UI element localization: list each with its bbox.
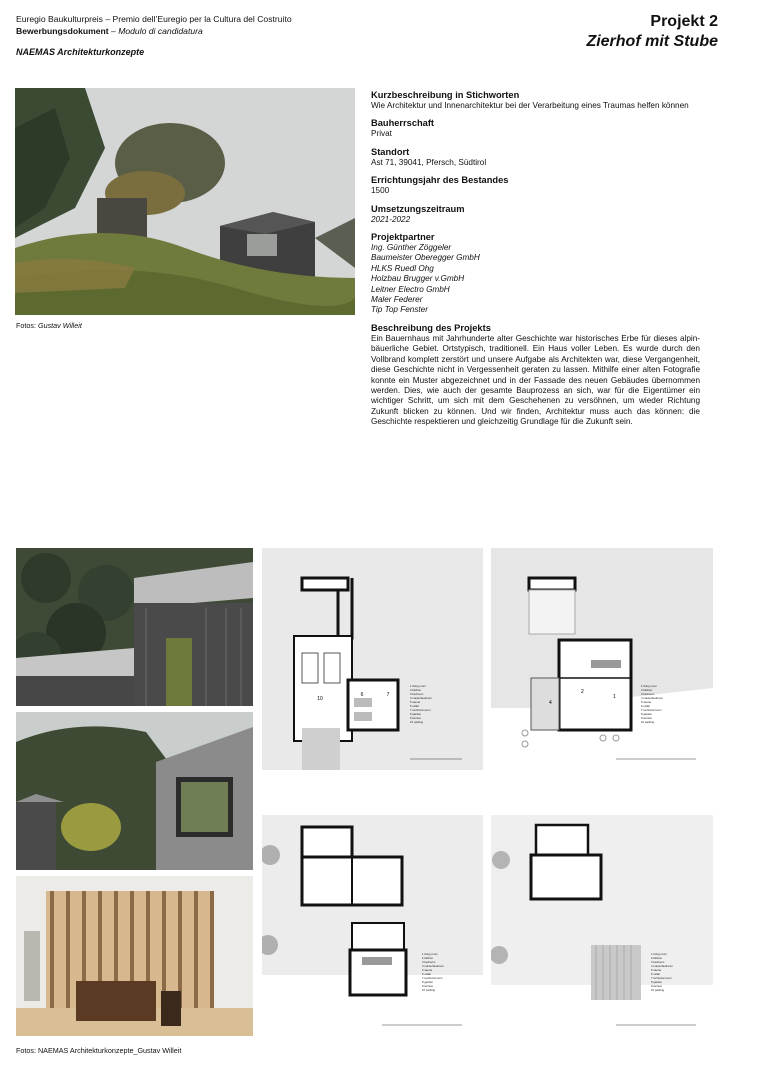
partner-item: Ing. Günther Zöggeler (371, 243, 452, 253)
room-number: 4 (549, 700, 552, 706)
legend-item: 6 cellar (422, 972, 432, 976)
interior-stube-photo (16, 876, 253, 1036)
legend-item: 1 living room (651, 952, 667, 956)
client-value: Privat (371, 129, 392, 139)
legend-item: 3 bedroom (651, 960, 665, 964)
legend-item: 8 garden (641, 712, 653, 716)
floor-plan-ground (491, 548, 713, 770)
floor-plan-roof (491, 815, 713, 1036)
main-exterior-photo (15, 88, 355, 315)
legend-item: 4 masterbedroom (651, 964, 673, 968)
room-number: 1 (613, 694, 616, 700)
partner-item: Leitner Electro GmbH (371, 284, 450, 294)
document-header (16, 14, 292, 59)
window-corner-photo (16, 712, 253, 870)
period-section (371, 204, 700, 225)
header-doc-it: Modulo di candidatura (118, 25, 203, 36)
partners-section (371, 232, 700, 316)
legend-item: 1 living room (641, 684, 657, 688)
partner-item: Holzbau Brugger v.GmbH (371, 274, 465, 284)
legend-item: 8 garden (651, 980, 663, 984)
partner-item: Baumeister Oberegger GmbH (371, 253, 480, 263)
room-number: 10 (317, 696, 323, 702)
legend-item: 3 bedroom (422, 960, 436, 964)
legend-item: 9 terrace (641, 716, 653, 720)
architect-firm: NAEMAS Architekturkonzepte (16, 47, 145, 57)
floor-plan-basement (262, 548, 483, 770)
room-number: 7 (386, 692, 390, 698)
partner-item: HLKS Ruedl Ohg (371, 263, 434, 273)
legend-item: 4 masterbedroom (410, 696, 432, 700)
legend-item: 3 bedroom (641, 692, 655, 696)
legend-item: 4 masterbedroom (641, 696, 663, 700)
year-section (371, 175, 700, 196)
main-photo-caption (16, 321, 82, 330)
legend-item: 6 cellar (641, 704, 651, 708)
legend-item: 9 terrace (651, 984, 663, 988)
header-doc-de: Bewerbungsdokument (16, 25, 109, 36)
legend-item: 10 parking (410, 720, 424, 724)
legend-item: 10 parking (641, 720, 655, 724)
legend-item: 7 technical room (641, 708, 662, 712)
short-description-label: Kurzbeschreibung in Stichworten (371, 90, 520, 100)
legend-item: 3 bedroom (410, 692, 424, 696)
legend-item: 5 sauna (651, 968, 661, 972)
partner-item: Maler Federer (371, 295, 423, 305)
legend-item: 8 garden (410, 712, 422, 716)
legend-item: 7 technical room (651, 976, 672, 980)
header-doc-type (16, 26, 292, 38)
client-section (371, 118, 700, 139)
description-section (371, 323, 700, 428)
legend-item: 6 cellar (410, 704, 420, 708)
short-description-text: Wie Architektur und Innenarchitektur bei der Verarbeitung eines Traumas helfen können (371, 101, 689, 110)
legend-item: 2 kitchen (641, 688, 653, 692)
caption-prefix: Fotos: (16, 321, 38, 330)
legend-item: 10 parking (422, 988, 436, 992)
legend-item: 5 sauna (422, 968, 432, 972)
partner-item: Tip Top Fenster (371, 305, 428, 315)
location-section (371, 147, 700, 168)
client-label: Bauherrschaft (371, 118, 435, 129)
legend-item: 1 living room (422, 952, 438, 956)
year-value: 1500 (371, 186, 390, 196)
period-label: Umsetzungszeitraum (371, 203, 465, 214)
legend-item: 7 technical room (422, 976, 443, 980)
legend-item: 7 technical room (410, 708, 431, 712)
legend-item: 4 masterbedroom (422, 964, 444, 968)
floor-plan-upper (262, 815, 483, 1036)
legend-item: 1 living room (410, 684, 426, 688)
legend-item: 10 parking (651, 988, 665, 992)
bottom-photo-caption: Fotos: NAEMAS Architekturkonzepte_Gustav Willeit (16, 1046, 182, 1055)
header-doc-sep: – (108, 25, 119, 36)
legend-item: 2 kitchen (651, 956, 663, 960)
caption-author: Gustav Willeit (37, 321, 82, 330)
legend-item: 2 kitchen (410, 688, 422, 692)
location-value: Ast 71, 39041, Pfersch, Südtirol (371, 157, 487, 167)
legend-item: 9 terrace (422, 984, 434, 988)
room-number: 6 (360, 692, 364, 698)
project-title (586, 12, 718, 52)
legend-item: 6 cellar (651, 972, 661, 976)
description-text: Ein Bauernhaus mit Jahrhunderte alter Geschichte war historisches Erbe für dieses alpin-bäuerliche Gebiet. Ortstypisch, traditionell. Ein Haus voller Leben. Es wurde durch den Vollbrand komplett zerstört und unsere Aufgabe als Architekten war, diese Vergangenheit, diese Geschichte nicht in Vergessenheit geraten zu lassen. Mithilfe einer alten Fotografie konnte ein Muster abgezeichnet und in der Fassade des neuen Gebäudes übernommen werden. Dies, wie auch der gesamte Bauprozess an sich, war für die Eigentümer ein wichtiger Schritt, um sich mit dem Geschehenen zu versöhnen, um wieder Richtung Zukunft blicken zu können. Und wir finden, Architektur muss auch das können: die Geschichte respektieren und gleichzeitig Grundlage für die Zukunft sein. (371, 333, 700, 427)
location-label: Standort (371, 146, 410, 157)
project-name: Zierhof mit Stube (586, 33, 718, 50)
period-value: 2021-2022 (371, 214, 411, 224)
description-label: Beschreibung des Projekts (371, 322, 491, 333)
short-description (371, 90, 700, 111)
project-info (371, 90, 700, 435)
legend-item: 5 sauna (410, 700, 420, 704)
legend-item: 2 kitchen (422, 956, 434, 960)
year-label: Errichtungsjahr des Bestandes (371, 175, 509, 186)
project-number: Projekt 2 (650, 13, 718, 30)
facade-detail-photo (16, 548, 253, 706)
header-competition: Euregio Baukulturpreis – Premio dell’Euregio per la Cultura del Costruito (16, 14, 292, 24)
legend-item: 8 garden (422, 980, 434, 984)
legend-item: 9 terrace (410, 716, 422, 720)
partners-label: Projektpartner (371, 232, 435, 243)
legend-item: 5 sauna (641, 700, 651, 704)
room-number: 2 (581, 689, 584, 695)
